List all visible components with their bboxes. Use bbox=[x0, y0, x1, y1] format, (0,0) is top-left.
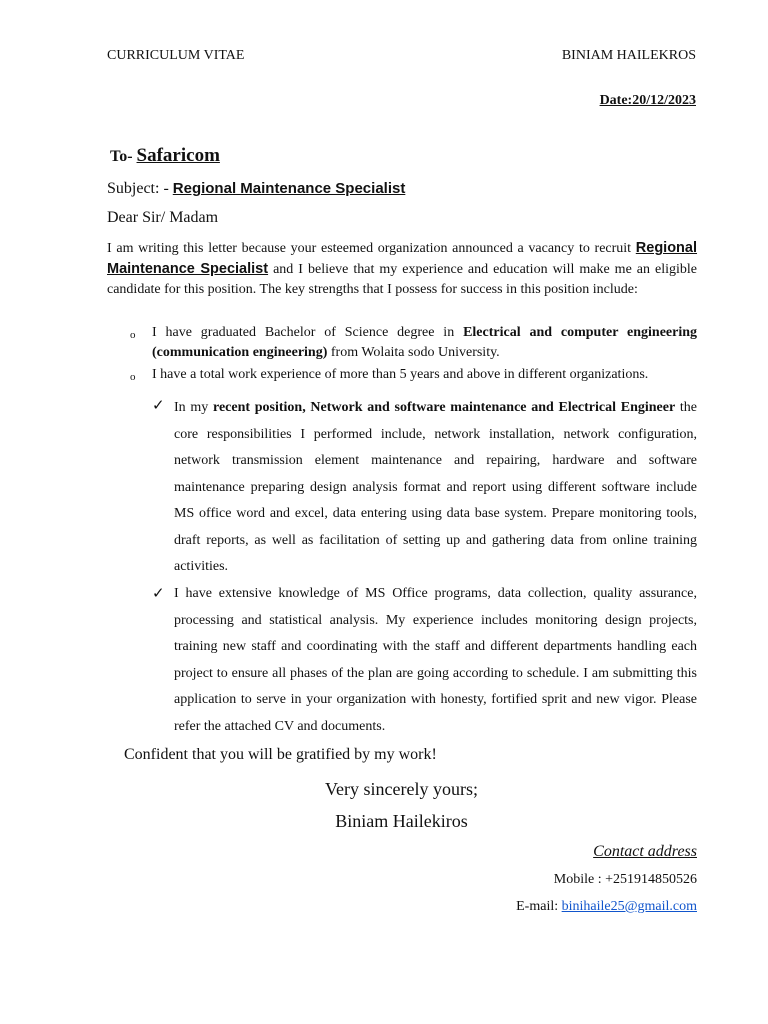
bullet-circle-icon: o bbox=[130, 329, 136, 341]
recipient-org: Safaricom bbox=[136, 145, 220, 166]
intro-highlight: Regional Maintenance Specialist bbox=[107, 240, 698, 277]
greeting: Dear Sir/ Madam bbox=[107, 209, 219, 226]
intro-part2: and I believe that my experience and education will make me an eligible candidate for this position. The key strengths that I possess for success in this position include: bbox=[107, 262, 698, 297]
contact-mobile: Mobile : +251914850526 bbox=[553, 872, 697, 887]
subject-line bbox=[107, 180, 405, 198]
contact-email-line bbox=[516, 899, 697, 915]
list-item bbox=[152, 323, 697, 363]
checkmark-icon: ✓ bbox=[152, 586, 165, 602]
letter-date: Date:20/12/2023 bbox=[599, 93, 696, 108]
recipient-prefix: To- bbox=[110, 148, 133, 165]
email-label: E-mail: bbox=[516, 899, 562, 914]
bullet-text-pre: I have graduated Bachelor of Science degree in bbox=[152, 325, 464, 340]
subject-title: Regional Maintenance Specialist bbox=[172, 180, 406, 197]
intro-paragraph bbox=[107, 238, 697, 300]
email-link[interactable]: binihaile25@gmail.com bbox=[561, 899, 697, 914]
contact-title: Contact address bbox=[593, 843, 697, 860]
list-item: I have a total work experience of more than 5 years and above in different organizations. bbox=[152, 367, 649, 382]
checkmark-icon: ✓ bbox=[152, 398, 165, 414]
intro-part1: I am writing this letter because your esteemed organization announced a vacancy to recruit bbox=[107, 241, 632, 256]
bullet-circle-icon: o bbox=[130, 371, 136, 383]
check-text-pre: In my bbox=[174, 400, 213, 415]
closing-salutation: Very sincerely yours; bbox=[325, 779, 478, 799]
check-text-bold: recent position, Network and software maintenance and Electrical Engineer bbox=[212, 400, 676, 415]
list-item bbox=[174, 395, 697, 581]
list-item: I have extensive knowledge of MS Office programs, data collection, quality assurance, processing and statistical analysis. My experience includes monitoring design projects, training new staff and coordinating with the staff and different departments handling each project to ensure all phases of the plan are going according to schedule. I am submitting this application to serve in your organization with honesty, fortified sprit and new vigor. Please refer the attached CV and documents. bbox=[174, 586, 697, 734]
bullet-text-bold: Electrical and computer engineering (communication engineering) bbox=[152, 325, 698, 360]
recipient-line bbox=[110, 145, 220, 167]
signature-name: Biniam Hailekiros bbox=[335, 811, 468, 831]
bullet-text-post: from Wolaita sodo University. bbox=[327, 345, 500, 360]
header-right-name: BINIAM HAILEKROS bbox=[561, 48, 696, 63]
check-text-post: the core responsibilities I performed include, network installation, network configuration, network transmission element maintenance and repairing, hardware and software maintenance preparing design analysis format and report using different software include MS office word and excel, data entering using data base system. Prepare monitoring tools, draft reports, as well as facilitation of setting up and gathering data from online training activities. bbox=[174, 400, 697, 574]
confident-statement: Confident that you will be gratified by my work! bbox=[124, 746, 437, 763]
subject-prefix: Subject: - bbox=[107, 180, 169, 197]
header-left-title: CURRICULUM VITAE bbox=[107, 48, 245, 63]
